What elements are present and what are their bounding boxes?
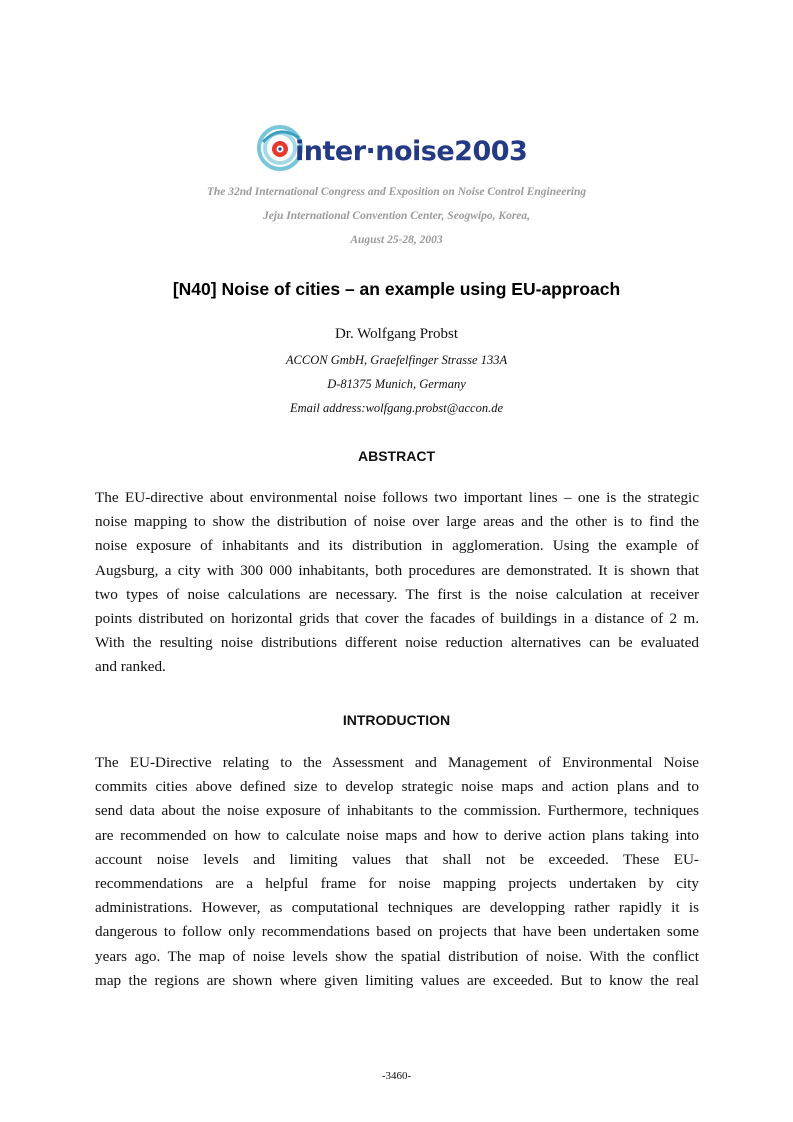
- abstract-line: noise mapping to show the distribution of noise over large areas and the other is to find the: [95, 513, 699, 531]
- author-affiliation: ACCON GmbH, Graefelfinger Strasse 133A: [285, 353, 508, 367]
- abstract-line: two types of noise calculations are necessary. The first is the noise calculation at receiver: [95, 585, 699, 603]
- introduction-line: map the regions are shown where given limiting values are exceeded. But to know the real: [95, 971, 699, 989]
- abstract-body: [95, 486, 699, 680]
- abstract-line: noise exposure of inhabitants and its distribution in agglomeration. Using the example of: [95, 537, 699, 555]
- author-address: D-81375 Munich, Germany: [327, 377, 466, 391]
- conference-logo: [255, 120, 545, 176]
- introduction-line: account noise levels and limiting values that shall not be exceeded. These EU-: [95, 850, 699, 868]
- page-number: -3460-: [381, 1070, 412, 1082]
- abstract-line: and ranked.: [95, 658, 166, 676]
- author-name: Dr. Wolfgang Probst: [334, 326, 459, 342]
- abstract-heading: ABSTRACT: [358, 448, 435, 464]
- introduction-heading: INTRODUCTION: [342, 712, 451, 728]
- logo-text: inter·noise2003: [295, 136, 528, 167]
- conference-dates: August 25-28, 2003: [350, 234, 443, 246]
- introduction-line: administrations. However, as computational techniques are developping rather rapidly it is: [95, 899, 699, 917]
- conference-name: The 32nd International Congress and Exposition on Noise Control Engineering: [206, 186, 587, 198]
- introduction-line: commits cities above defined size to develop strategic noise maps and action plans and to: [95, 778, 699, 796]
- introduction-line: are recommended on how to calculate noise maps and how to derive action plans taking into: [95, 826, 699, 844]
- introduction-line: The EU-Directive relating to the Assessment and Management of Environmental Noise: [95, 754, 699, 771]
- introduction-line: years ago. The map of noise levels show the spatial distribution of noise. With the conflict: [95, 947, 699, 965]
- introduction-body: [95, 751, 699, 993]
- conference-venue: Jeju International Convention Center, Seogwipo, Korea,: [262, 210, 531, 222]
- abstract-line: points distributed on horizontal grids that cover the facades of buildings in a distance of 2 m.: [95, 609, 699, 627]
- abstract-line: With the resulting noise distributions different noise reduction alternatives can be evaluated: [95, 634, 699, 652]
- introduction-line: dangerous to follow only recommendations based on projects that have been undertaken some: [95, 923, 699, 941]
- author-email: Email address:wolfgang.probst@accon.de: [290, 401, 503, 415]
- abstract-line: Augsburg, a city with 300 000 inhabitants, both procedures are demonstrated. It is shown that: [95, 561, 699, 579]
- introduction-line: recommendations are a helpful frame for noise mapping projects undertaken by city: [95, 874, 699, 892]
- abstract-line: The EU-directive about environmental noise follows two important lines – one is the strategic: [95, 489, 699, 506]
- introduction-line: send data about the noise exposure of inhabitants to the commission. Furthermore, techniques: [95, 802, 699, 820]
- paper-title: [N40] Noise of cities – an example using EU-approach: [172, 279, 621, 299]
